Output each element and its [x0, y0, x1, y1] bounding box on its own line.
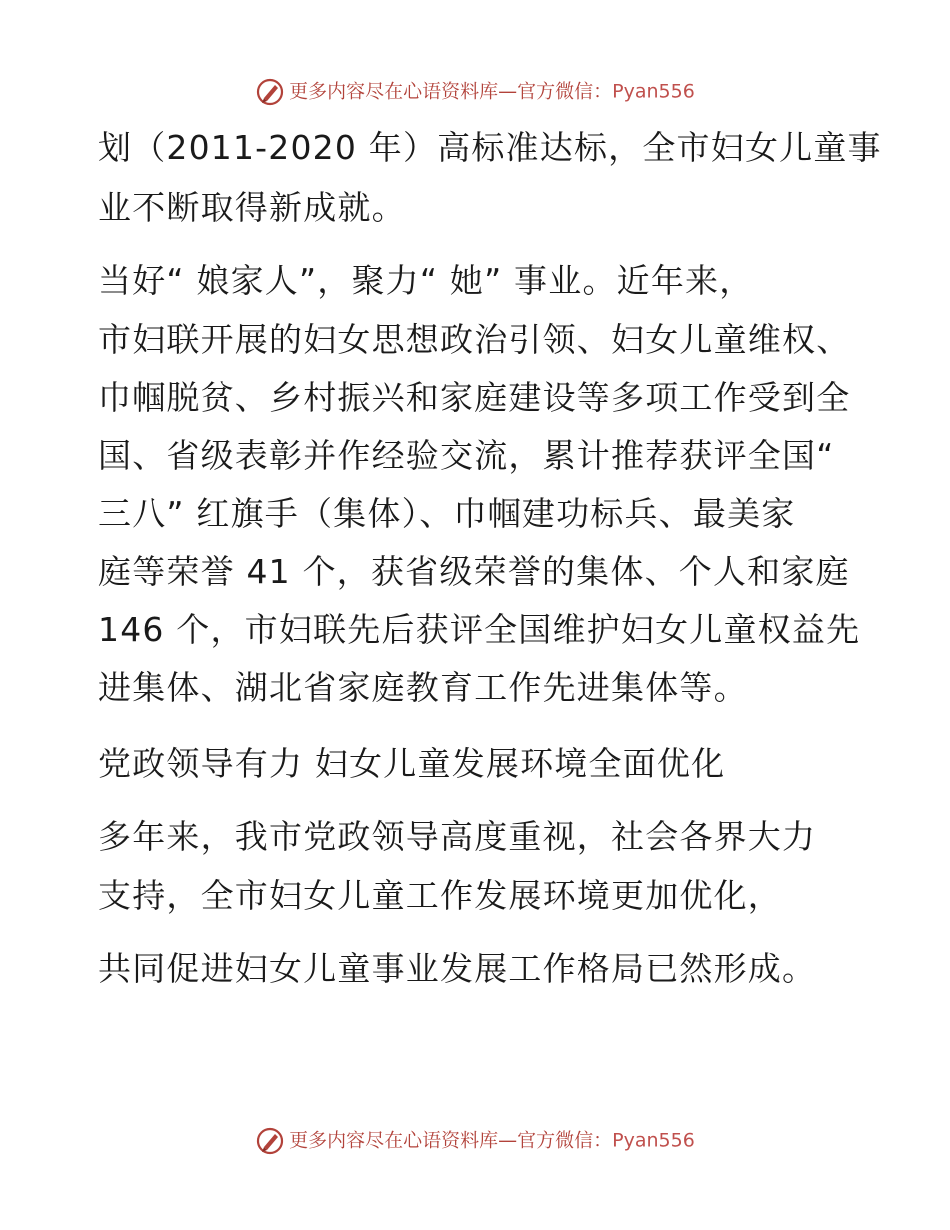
header-watermark: [0, 76, 950, 106]
watermark-contact: Pyan556: [612, 1129, 695, 1152]
watermark-text: 更多内容尽在心语资料库—官方微信：: [289, 1129, 613, 1152]
body-line: 146 个，市妇联先后获评全国维护妇女儿童权益先: [98, 610, 861, 649]
body-line: 市妇联开展的妇女思想政治引领、妇女儿童维权、: [98, 320, 851, 359]
body-line: 庭等荣誉 41 个，获省级荣誉的集体、个人和家庭: [98, 552, 850, 591]
body-line: 巾帼脱贫、乡村振兴和家庭建设等多项工作受到全: [98, 378, 851, 417]
body-line: 划（2011-2020 年）高标准达标，全市妇女儿童事: [98, 128, 882, 167]
body-line: 国、省级表彰并作经验交流，累计推荐获评全国“: [98, 436, 835, 475]
body-line: 共同促进妇女儿童事业发展工作格局已然形成。: [98, 949, 817, 988]
body-line: 业不断取得新成就。: [98, 188, 406, 227]
body-line: 三八” 红旗手（集体）、巾帼建功标兵、最美家: [98, 494, 796, 533]
body-line: 进集体、湖北省家庭教育工作先进集体等。: [98, 668, 748, 707]
pen-logo-icon: [255, 1126, 285, 1156]
watermark-contact: Pyan556: [612, 80, 695, 103]
body-line: 当好“ 娘家人”，聚力“ 她” 事业。近年来，: [98, 261, 754, 300]
watermark-text: 更多内容尽在心语资料库—官方微信：: [289, 80, 613, 103]
section-heading: 党政领导有力 妇女儿童发展环境全面优化: [98, 744, 726, 783]
footer-watermark: [0, 1125, 950, 1155]
pen-logo-icon: [255, 77, 285, 107]
body-line: 多年来，我市党政领导高度重视，社会各界大力: [98, 817, 817, 856]
body-line: 支持，全市妇女儿童工作发展环境更加优化，: [98, 876, 782, 915]
